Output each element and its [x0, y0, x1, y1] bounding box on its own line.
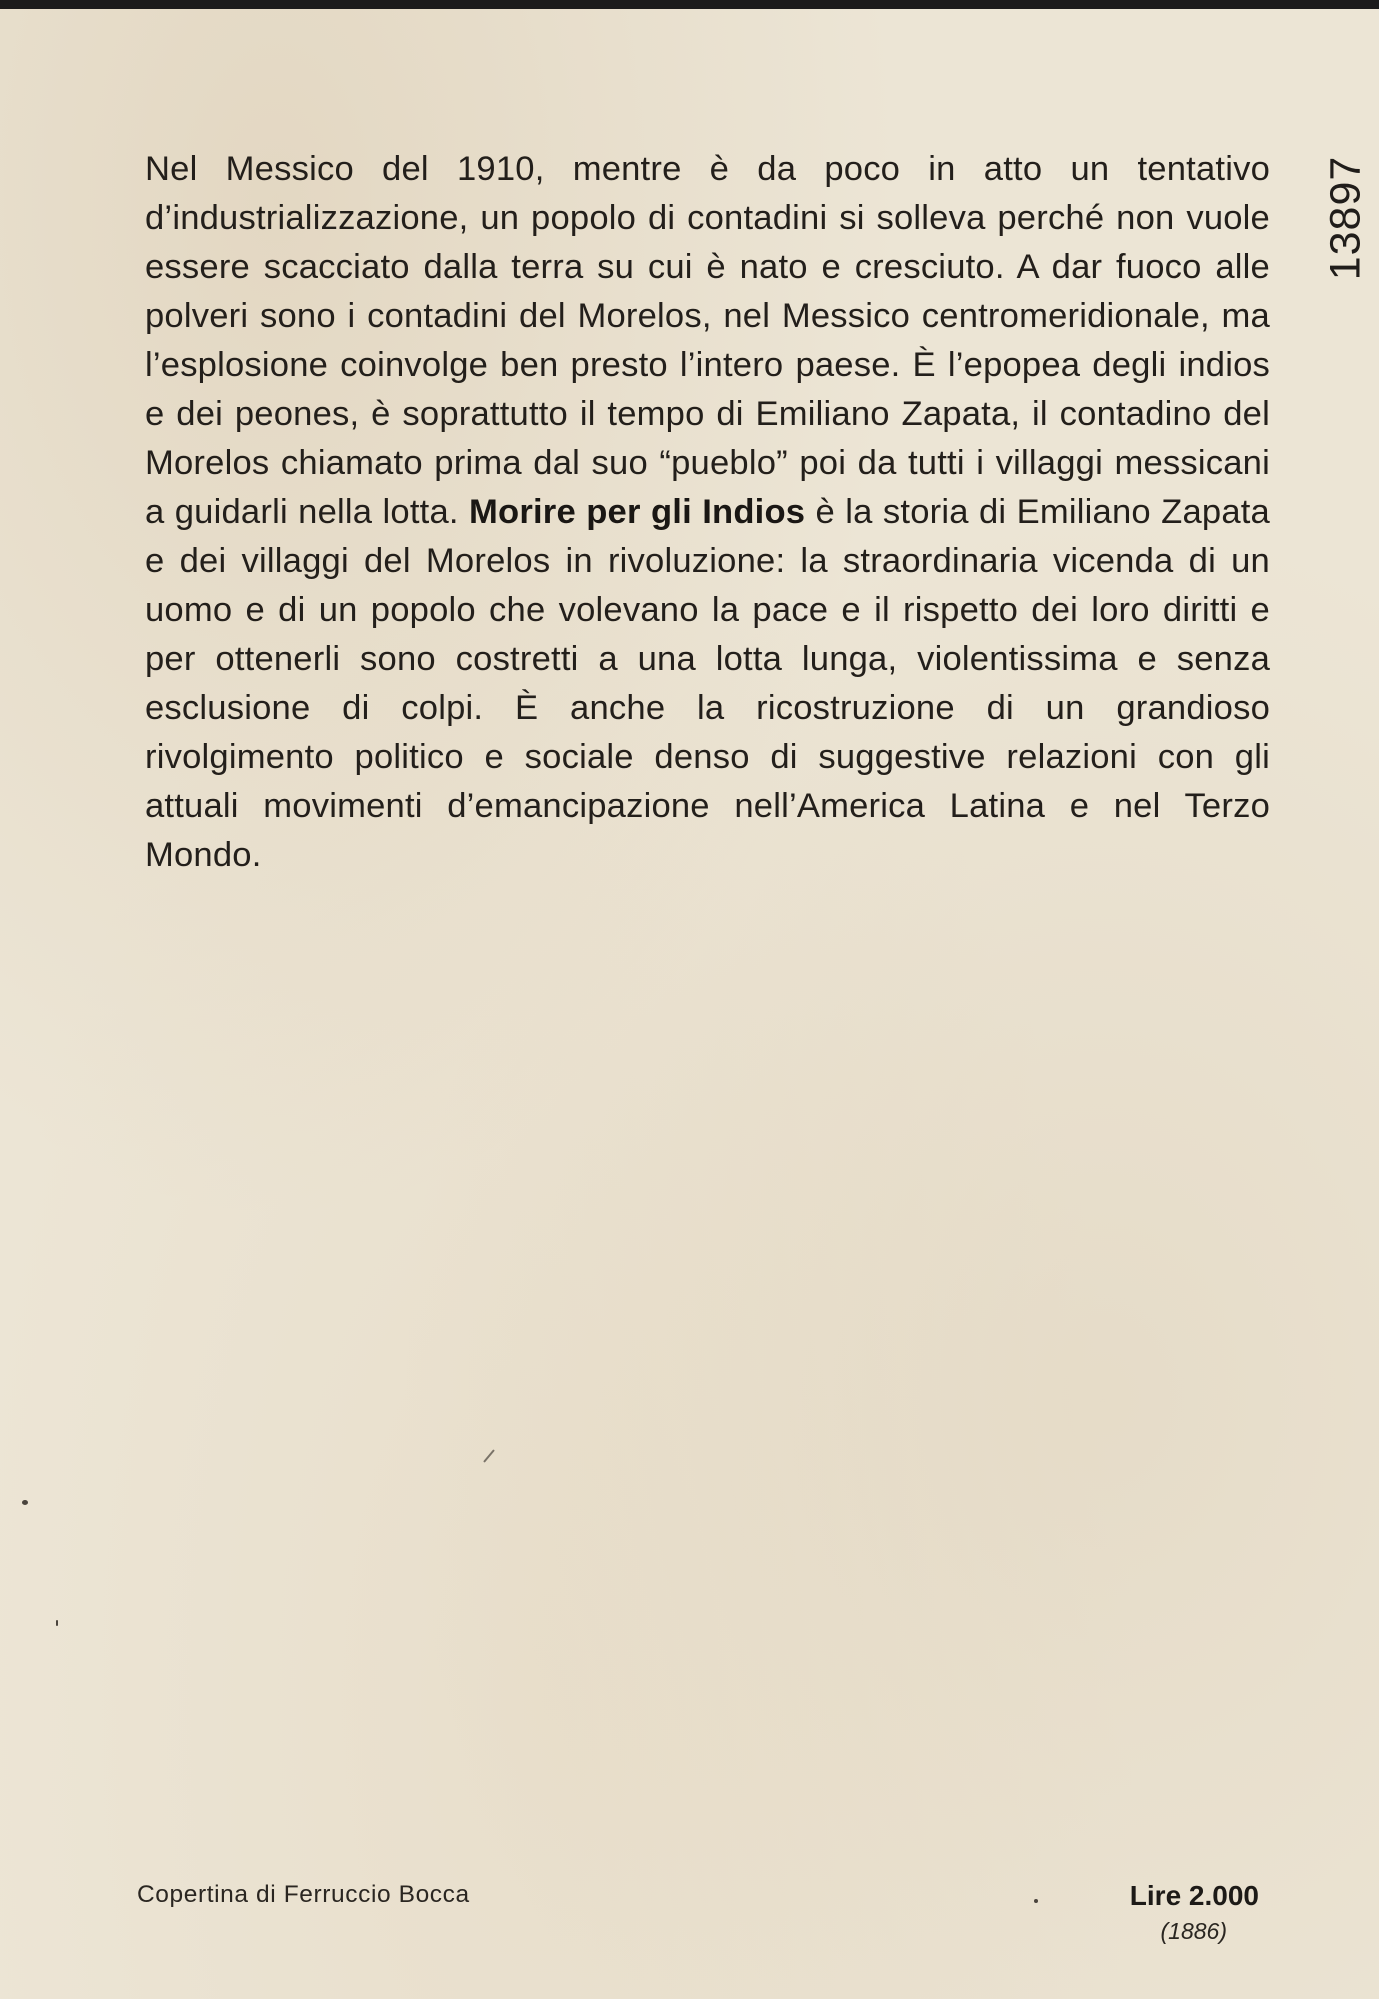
blurb-part-2: è la storia di Emiliano Zapata e dei villaggi del Morelos in rivoluzione: la straordinaria vicenda di un uomo e di un popolo che volevano la pace e il rispetto dei loro diritti e per ottenerli sono costretti a una lotta lunga, violentissima e senza esclusione di colpi. È anche la ricostruzione di un grandioso rivolgimento politico e sociale denso di suggestive relazioni con gli attuali movimenti d’emancipazione nell’America Latina e nel Terzo Mondo. [145, 493, 1270, 874]
paper-speck [1034, 1899, 1038, 1903]
catalog-code: (1886) [1160, 1918, 1227, 1944]
top-edge-shadow [0, 0, 1379, 9]
book-title: Morire per gli Indios [469, 493, 806, 531]
price-label: Lire 2.000 [1129, 1880, 1259, 1911]
blurb-part-1: Nel Messico del 1910, mentre è da poco in atto un tentativo d’industrializzazione, un popolo di contadini si solleva perché non vuole essere scacciato dalla terra su cui è nato e cresciuto. A dar fuoco alle polveri sono i contadini del Morelos, nel Messico centromeridionale, ma l’esplosione coinvolge ben presto l’intero paese. È l’epopea degli indios e dei peones, è soprattutto il tempo di Emiliano Zapata, il contadino del Morelos chiamato prima dal suo “pueblo” poi da tutti i villaggi messicani a guidarli nella lotta. [145, 150, 1270, 531]
blurb-text [145, 145, 1270, 880]
spine-number: 13897 [1321, 155, 1370, 281]
paper-speck [22, 1500, 28, 1505]
paper-speck [483, 1449, 495, 1463]
paper-speck [56, 1620, 58, 1626]
cover-credit: Copertina di Ferruccio Bocca [137, 1881, 470, 1908]
